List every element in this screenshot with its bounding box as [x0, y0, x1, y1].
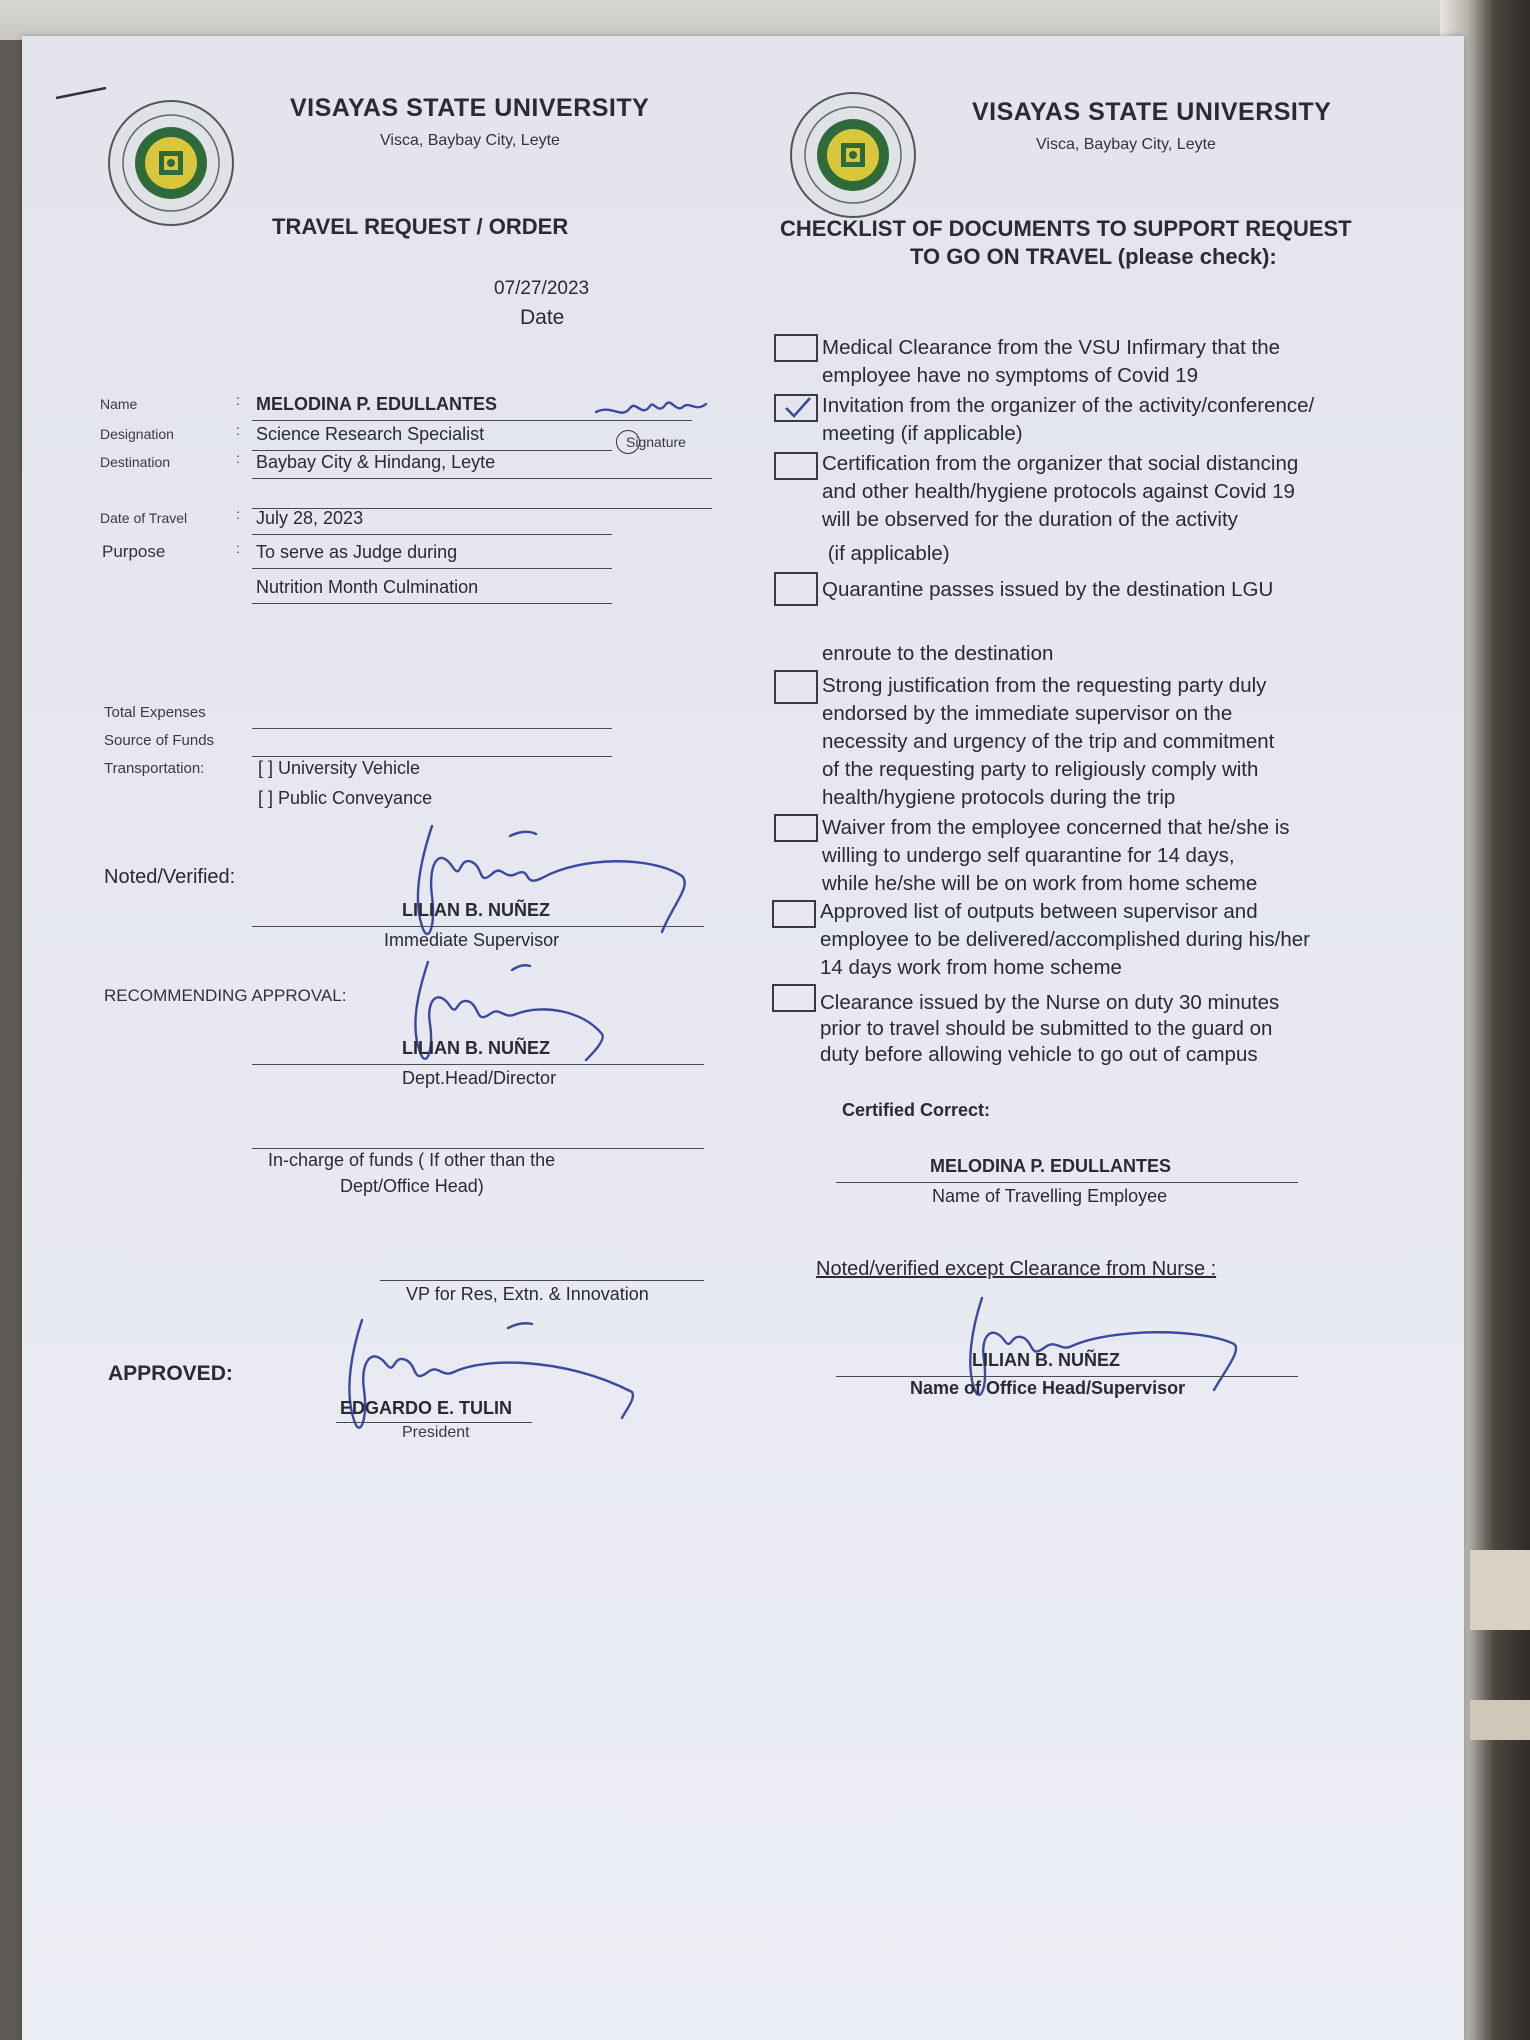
- recommending-approval-label: RECOMMENDING APPROVAL:: [104, 986, 347, 1005]
- university-name: VISAYAS STATE UNIVERSITY: [972, 98, 1332, 126]
- date-of-travel-label: Date of Travel: [100, 510, 188, 526]
- colon: :: [236, 506, 240, 522]
- supervisor-title: Immediate Supervisor: [384, 930, 560, 950]
- pen-mark: [52, 84, 112, 104]
- funds-label-2: Dept/Office Head): [340, 1176, 484, 1196]
- check-mark-icon: [776, 396, 816, 420]
- president-name: EDGARDO E. TULIN: [340, 1398, 513, 1418]
- funds-line: [252, 1148, 704, 1149]
- transport-option-vehicle: [ ] University Vehicle: [258, 758, 421, 778]
- destination-value: Baybay City & Hindang, Leyte: [256, 452, 496, 472]
- dept-head-name: LILIAN B. NUÑEZ: [402, 1038, 550, 1058]
- checkbox-nurse-clearance[interactable]: [772, 984, 816, 1012]
- background-stripe: [1470, 1550, 1530, 1630]
- checklist-item-waiver: Waiver from the employee concerned that he/she is willing to undergo self quarantine for 14 days, while he/she will be on work from home scheme: [822, 816, 1290, 895]
- date-of-travel-line: [252, 534, 612, 535]
- checklist-item-quarantine-passes: Quarantine passes issued by the destination LGU enroute to the destination: [822, 578, 1274, 665]
- form-title: TRAVEL REQUEST / ORDER: [272, 214, 569, 239]
- total-expenses-label: Total Expenses: [104, 704, 206, 721]
- certified-correct-label: Certified Correct:: [842, 1100, 991, 1120]
- background-stripe: [1470, 1700, 1530, 1740]
- source-of-funds-line: [252, 756, 612, 757]
- checklist-heading-2: TO GO ON TRAVEL (please check):: [910, 244, 1277, 269]
- designation-line: [252, 450, 612, 451]
- approved-label: APPROVED:: [108, 1362, 233, 1385]
- supervisor-name: LILIAN B. NUÑEZ: [402, 900, 550, 920]
- university-name: VISAYAS STATE UNIVERSITY: [290, 94, 650, 122]
- checklist-item-justification: Strong justification from the requesting party duly endorsed by the immediate supervisor on the necessity and urgency of the trip and commitment of the requesting party to religiously comply with health/hygiene protocols during the trip: [822, 674, 1275, 809]
- total-expenses-line: [252, 728, 612, 729]
- purpose-label: Purpose: [102, 542, 166, 561]
- traveler-signature: [592, 394, 712, 424]
- colon: :: [236, 422, 240, 438]
- office-head-line: [836, 1376, 1298, 1377]
- purpose-underline-1: [252, 568, 612, 569]
- signature-label: Signature: [626, 434, 686, 450]
- transportation-label: Transportation:: [104, 760, 205, 777]
- colon: :: [236, 540, 240, 556]
- purpose-line-1: To serve as Judge during: [256, 542, 458, 562]
- president-title: President: [402, 1424, 470, 1441]
- checklist-item-approved-outputs: Approved list of outputs between supervisor and employee to be delivered/accomplished during his/her 14 days work from home scheme: [820, 900, 1311, 979]
- university-address: Visca, Baybay City, Leyte: [380, 132, 560, 149]
- checkbox-certification[interactable]: [774, 452, 818, 480]
- dept-head-line: [252, 1064, 704, 1065]
- source-of-funds-label: Source of Funds: [104, 732, 215, 749]
- transport-option-public: [ ] Public Conveyance: [258, 788, 433, 808]
- checklist-item-certification: Certification from the organizer that social distancing and other health/hygiene protocols against Covid 19 will be observed for the duration of the activity (if applicable): [822, 452, 1299, 565]
- document-page: [22, 36, 1464, 2040]
- vp-title: VP for Res, Extn. & Innovation: [406, 1284, 649, 1304]
- checklist-item-nurse-clearance: Clearance issued by the Nurse on duty 30 minutes prior to travel should be submitted to the guard on duty before allowing vehicle to go out of campus: [820, 991, 1280, 1066]
- vp-line: [380, 1280, 704, 1281]
- employee-name: MELODINA P. EDULLANTES: [930, 1156, 1172, 1176]
- date-of-travel-value: July 28, 2023: [256, 508, 364, 528]
- checkbox-invitation[interactable]: [774, 394, 818, 422]
- supervisor-line: [252, 926, 704, 927]
- checkbox-quarantine-passes[interactable]: [774, 572, 818, 606]
- colon: :: [236, 450, 240, 466]
- president-signature: [332, 1306, 662, 1456]
- office-head-name: LILIAN B. NUÑEZ: [972, 1350, 1120, 1370]
- university-seal-icon: [788, 90, 918, 220]
- checklist-heading-1: CHECKLIST OF DOCUMENTS TO SUPPORT REQUEST: [780, 216, 1352, 241]
- name-label: Name: [100, 396, 138, 412]
- noted-except-label: Noted/verified except Clearance from Nurse :: [816, 1258, 1217, 1280]
- funds-label-1: In-charge of funds ( If other than the: [268, 1150, 556, 1170]
- office-head-title: Name of Office Head/Supervisor: [910, 1378, 1186, 1398]
- destination-label: Destination: [100, 454, 171, 470]
- traveler-name: MELODINA P. EDULLANTES: [256, 394, 498, 414]
- colon: :: [236, 392, 240, 408]
- noted-verified-label: Noted/Verified:: [104, 866, 236, 888]
- purpose-underline-2: [252, 603, 612, 604]
- checklist-item-medical-clearance: Medical Clearance from the VSU Infirmary that the employee have no symptoms of Covid 19: [822, 336, 1281, 387]
- designation-value: Science Research Specialist: [256, 424, 485, 444]
- date-label: Date: [520, 306, 565, 329]
- university-address: Visca, Baybay City, Leyte: [1036, 136, 1216, 153]
- checkbox-waiver[interactable]: [774, 814, 818, 842]
- designation-label: Designation: [100, 426, 174, 442]
- president-line: [336, 1422, 532, 1423]
- employee-line: [836, 1182, 1298, 1183]
- purpose-line-2: Nutrition Month Culmination: [256, 577, 479, 597]
- destination-line: [252, 478, 712, 479]
- checklist-item-invitation: Invitation from the organizer of the activity/conference/ meeting (if applicable): [822, 394, 1315, 445]
- checkbox-medical-clearance[interactable]: [774, 334, 818, 362]
- request-date: 07/27/2023: [494, 278, 590, 299]
- checkbox-justification[interactable]: [774, 670, 818, 704]
- checkbox-approved-outputs[interactable]: [772, 900, 816, 928]
- dept-head-title: Dept.Head/Director: [402, 1068, 557, 1088]
- employee-title: Name of Travelling Employee: [932, 1186, 1168, 1206]
- background-top: [0, 0, 1530, 40]
- university-seal-icon: [106, 98, 236, 228]
